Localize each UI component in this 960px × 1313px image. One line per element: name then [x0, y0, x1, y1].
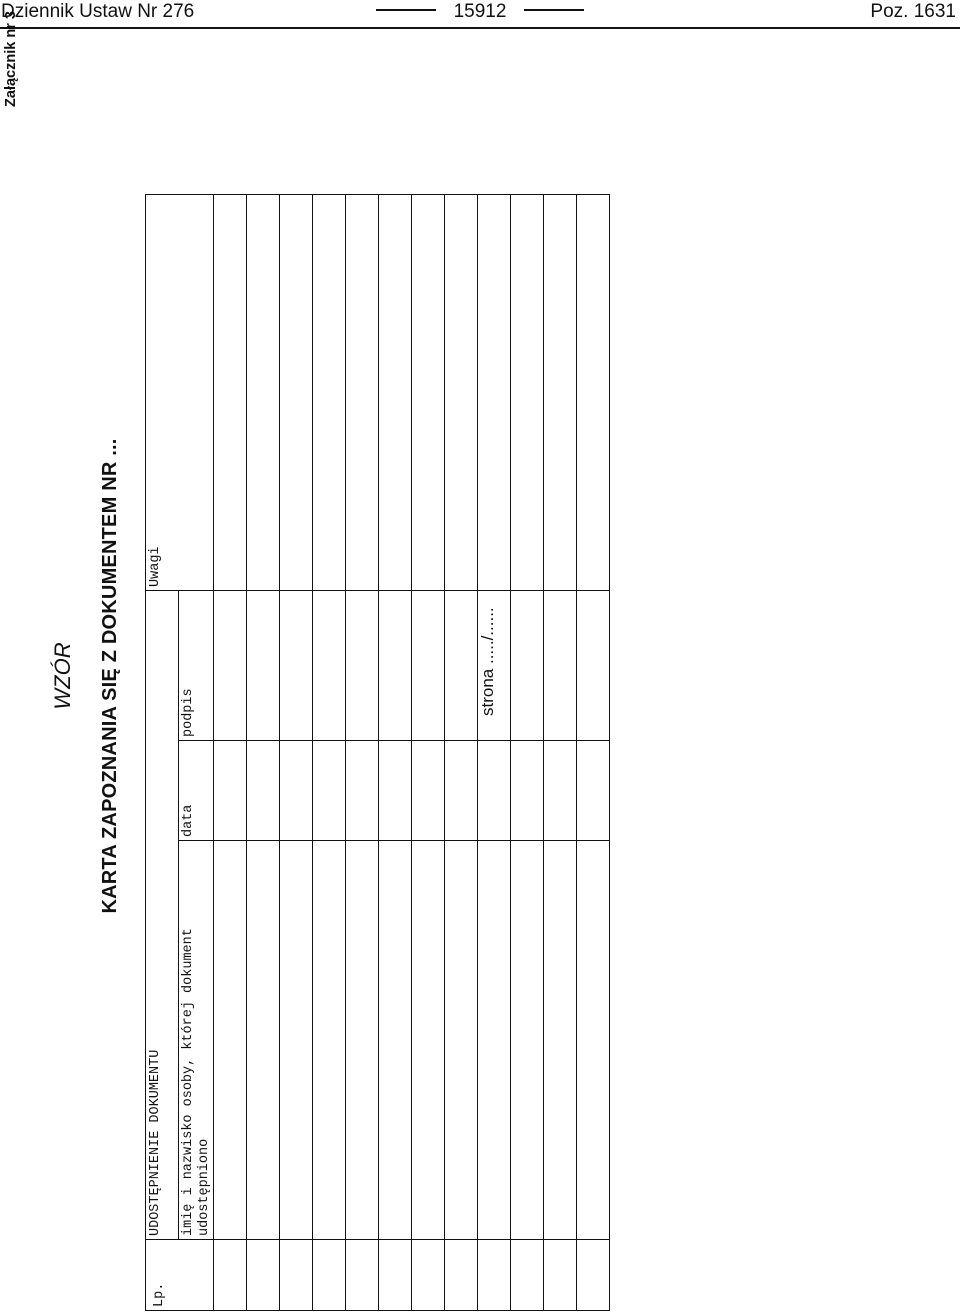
cell-remarks[interactable] [313, 194, 346, 590]
cell-lp[interactable] [313, 1240, 346, 1311]
page-footer: strona ...../...... [478, 607, 497, 716]
cell-lp[interactable] [214, 1240, 247, 1311]
cell-signature[interactable] [445, 590, 478, 740]
cell-person-name[interactable] [280, 841, 313, 1240]
cell-remarks[interactable] [544, 194, 577, 590]
page-header [0, 0, 960, 30]
table-row [313, 194, 346, 1310]
table-row [247, 194, 280, 1310]
cell-date[interactable] [247, 741, 280, 841]
cell-person-name[interactable] [346, 841, 379, 1240]
page-number: 15912 [453, 1, 507, 22]
cell-date[interactable] [478, 741, 511, 841]
cell-lp[interactable] [346, 1240, 379, 1311]
cell-lp[interactable] [412, 1240, 445, 1311]
cell-signature[interactable] [247, 590, 280, 740]
table-row [412, 194, 445, 1310]
cell-date[interactable] [379, 741, 412, 841]
header-signature: podpis [179, 590, 214, 740]
table-row [346, 194, 379, 1310]
cell-lp[interactable] [247, 1240, 280, 1311]
cell-lp[interactable] [445, 1240, 478, 1311]
cell-person-name[interactable] [313, 841, 346, 1240]
header-remarks: Uwagi [146, 194, 214, 590]
cell-person-name[interactable] [412, 841, 445, 1240]
cell-date[interactable] [214, 741, 247, 841]
table-row [478, 194, 511, 1310]
header-rule [0, 27, 960, 29]
journal-title: Dziennik Ustaw Nr 276 [1, 1, 195, 22]
cell-signature[interactable] [544, 590, 577, 740]
cell-remarks[interactable] [445, 194, 478, 590]
cell-date[interactable] [313, 741, 346, 841]
cell-signature[interactable] [346, 590, 379, 740]
cell-signature[interactable] [511, 590, 544, 740]
cell-remarks[interactable] [478, 194, 511, 590]
cell-lp[interactable] [379, 1240, 412, 1311]
cell-date[interactable] [412, 741, 445, 841]
cell-remarks[interactable] [379, 194, 412, 590]
cell-signature[interactable] [280, 590, 313, 740]
sample-label: WZÓR [50, 642, 75, 710]
cell-signature[interactable] [313, 590, 346, 740]
cell-remarks[interactable] [346, 194, 379, 590]
cell-remarks[interactable] [511, 194, 544, 590]
cell-lp[interactable] [577, 1240, 610, 1311]
cell-person-name[interactable] [379, 841, 412, 1240]
cell-person-name[interactable] [247, 841, 280, 1240]
cell-person-name[interactable] [445, 841, 478, 1240]
table-row [379, 194, 412, 1310]
cell-lp[interactable] [544, 1240, 577, 1311]
position-label: Poz. 1631 [870, 1, 956, 22]
annex-label: Załącznik nr 3 [3, 11, 19, 107]
cell-date[interactable] [346, 741, 379, 841]
table-row [445, 194, 478, 1310]
cell-person-name[interactable] [544, 841, 577, 1240]
header-date: data [179, 741, 214, 841]
form-page [40, 41, 950, 1311]
cell-remarks[interactable] [214, 194, 247, 590]
table-row [280, 194, 313, 1310]
cell-date[interactable] [577, 741, 610, 841]
cell-remarks[interactable] [577, 194, 610, 590]
header-lp: Lp. [146, 1240, 214, 1311]
dash-left [376, 9, 436, 10]
cell-date[interactable] [445, 741, 478, 841]
form-title: KARTA ZAPOZNANIA SIĘ Z DOKUMENTEM NR ... [99, 438, 121, 914]
table-row [544, 194, 577, 1310]
cell-lp[interactable] [280, 1240, 313, 1311]
cell-lp[interactable] [511, 1240, 544, 1311]
table-row [511, 194, 544, 1310]
page-number-block [0, 1, 960, 23]
cell-person-name[interactable] [511, 841, 544, 1240]
cell-signature[interactable] [412, 590, 445, 740]
cell-signature[interactable] [577, 590, 610, 740]
header-person-name: imię i nazwisko osoby, której dokument udostępniono [179, 841, 214, 1240]
cell-date[interactable] [280, 741, 313, 841]
table-row [577, 194, 610, 1310]
cell-signature[interactable] [214, 590, 247, 740]
dash-right [524, 9, 584, 10]
cell-signature[interactable] [379, 590, 412, 740]
table-row [214, 194, 247, 1310]
access-table [145, 194, 610, 1311]
cell-date[interactable] [511, 741, 544, 841]
table-header-row [146, 194, 179, 1310]
cell-person-name[interactable] [577, 841, 610, 1240]
cell-remarks[interactable] [247, 194, 280, 590]
cell-remarks[interactable] [412, 194, 445, 590]
header-access-group: UDOSTĘPNIENIE DOKUMENTU [146, 590, 179, 1239]
cell-remarks[interactable] [280, 194, 313, 590]
cell-person-name[interactable] [214, 841, 247, 1240]
cell-date[interactable] [544, 741, 577, 841]
cell-person-name[interactable] [478, 841, 511, 1240]
cell-lp[interactable] [478, 1240, 511, 1311]
